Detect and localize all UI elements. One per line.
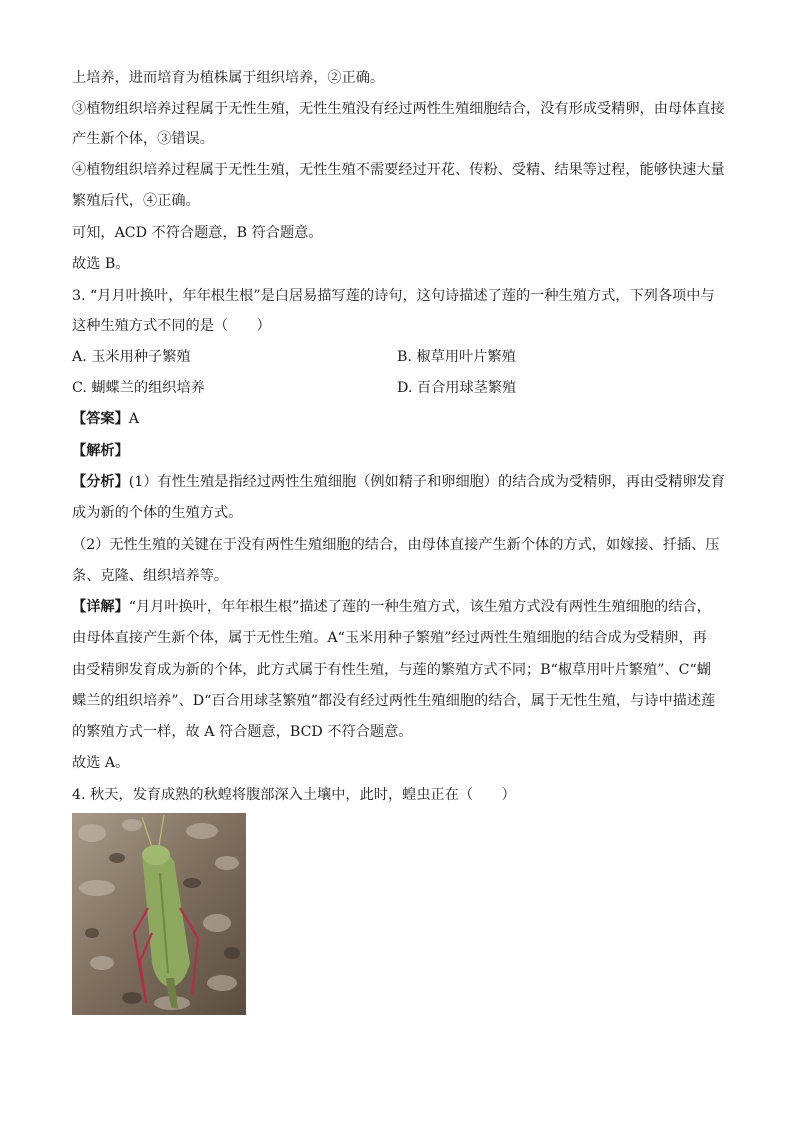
fenxi-tag: 【分析】	[72, 474, 129, 490]
text-line: ③植物组织培养过程属于无性生殖，无性生殖没有经过两性生殖细胞结合，没有形成受精卵，由母体直接	[72, 101, 725, 117]
text-line: 上培养，进而培育为植株属于组织培养，②正确。	[72, 70, 385, 86]
detail-text: “月月叶换叶，年年根生根”描述了莲的一种生殖方式，该生殖方式没有两性生殖细胞的结合，	[128, 599, 711, 615]
text-line: 繁殖后代，④正确。	[72, 193, 200, 209]
text-line: 的繁殖方式一样，故 A 符合题意，BCD 不符合题意。	[72, 724, 413, 740]
question-3-stem: 3. “月月叶换叶，年年根生根”是白居易描写莲的诗句，这句诗描述了莲的一种生殖方式，下列各项中与	[72, 288, 715, 304]
fenxi-text: (1）有性生殖是指经过两性生殖细胞（例如精子和卵细胞）的结合成为受精卵，再由受精卵发育	[128, 474, 726, 490]
grasshopper-photo	[72, 813, 246, 1015]
option-b: B. 椒草用叶片繁殖	[397, 349, 516, 365]
text-line: 故选 B。	[72, 256, 130, 272]
detail-tag: 【详解】	[72, 599, 129, 615]
text-line: 由受精卵发育成为新的个体，此方式属于有性生殖，与莲的繁殖方式不同；B“椒草用叶片繁殖”、C“蝴	[72, 662, 711, 678]
text-line: （2）无性生殖的关键在于没有两性生殖细胞的结合，由母体直接产生新个体的方式，如嫁接、扦插、压	[72, 537, 720, 553]
analysis-heading	[72, 441, 129, 461]
text-line: 由母体直接产生新个体，属于无性生殖。A“玉米用种子繁殖”经过两性生殖细胞的结合成为受精卵，再	[72, 630, 707, 646]
final-choice: 故选 A。	[72, 755, 130, 771]
text-line: 可知，ACD 不符合题意，B 符合题意。	[72, 225, 323, 241]
option-d: D. 百合用球茎繁殖	[397, 380, 517, 396]
answer-line	[72, 409, 139, 429]
option-a: A. 玉米用种子繁殖	[72, 349, 191, 365]
text-line: 产生新个体，③错误。	[72, 131, 214, 147]
option-c: C. 蝴蝶兰的组织培养	[72, 380, 205, 396]
detail-line	[72, 597, 711, 617]
text-line: 蝶兰的组织培养”、D“百合用球茎繁殖”都没有经过两性生殖细胞的结合，属于无性生殖，与诗中描述莲	[72, 693, 716, 709]
answer-value: A	[128, 411, 140, 427]
text-line: ④植物组织培养过程属于无性生殖，无性生殖不需要经过开花、传粉、受精、结果等过程，能够快速大量	[72, 162, 725, 178]
fenxi-line	[72, 472, 725, 492]
answer-tag: 【答案】	[72, 411, 129, 427]
analysis-tag: 【解析】	[72, 443, 129, 459]
question-3-stem-cont: 这种生殖方式不同的是（ ）	[72, 318, 271, 334]
question-4-stem: 4. 秋天，发育成熟的秋蝗将腹部深入土壤中，此时，蝗虫正在（ ）	[72, 787, 516, 803]
text-line: 成为新的个体的生殖方式。	[72, 505, 243, 521]
text-line: 条、克隆、组织培养等。	[72, 568, 229, 584]
